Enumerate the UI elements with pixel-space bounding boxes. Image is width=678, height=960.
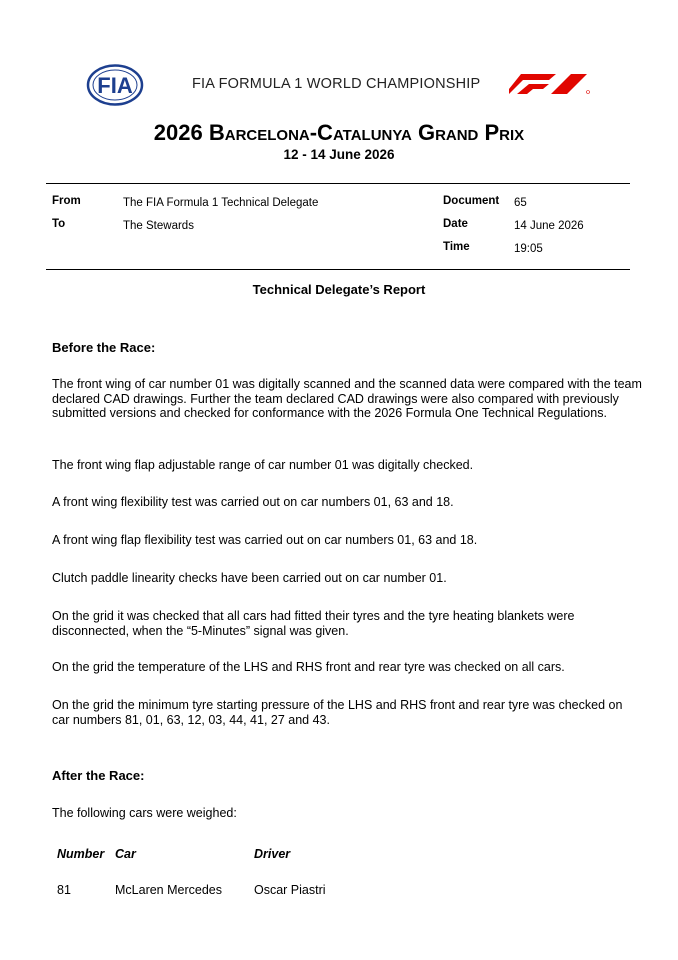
before-race-paragraph: On the grid the minimum tyre starting pressure of the LHS and RHS front and rear tyre was checked on car numbers 81, 01, 63, 12, 03, 44, 41, 27 and 43.	[52, 698, 623, 727]
before-race-paragraph: A front wing flap flexibility test was carried out on car numbers 01, 63 and 18.	[52, 533, 478, 547]
table-cell-driver: Oscar Piastri	[254, 883, 326, 897]
date-label: Date	[443, 218, 468, 230]
document-value: 65	[514, 197, 527, 209]
f1-logo-icon	[509, 72, 591, 96]
event-dates: 12 - 14 June 2026	[283, 147, 395, 162]
from-label: From	[52, 195, 81, 207]
before-race-paragraph: A front wing flexibility test was carried out on car numbers 01, 63 and 18.	[52, 495, 454, 509]
table-header-driver: Driver	[254, 847, 291, 861]
date-value: 14 June 2026	[514, 220, 584, 232]
time-value: 19:05	[514, 243, 543, 255]
championship-title: FIA FORMULA 1 WORLD CHAMPIONSHIP	[192, 76, 481, 92]
divider-bottom	[46, 269, 630, 270]
svg-text:FIA: FIA	[97, 73, 133, 98]
to-label: To	[52, 218, 66, 230]
before-race-paragraph: The front wing of car number 01 was digitally scanned and the scanned data were compared with the team declared CAD drawings. Further the team declared CAD drawings were also compared with previously submitted versions and checked for conformance with the 2026 Formula One Technical Regulations.	[52, 377, 642, 420]
before-race-heading: Before the Race:	[52, 340, 156, 355]
report-title: Technical Delegate’s Report	[252, 282, 426, 297]
fia-logo-icon	[86, 64, 144, 106]
table-header-car: Car	[115, 847, 136, 861]
table-cell-car: McLaren Mercedes	[115, 883, 222, 897]
weighed-intro: The following cars were weighed:	[52, 806, 237, 820]
before-race-paragraph: The front wing flap adjustable range of car number 01 was digitally checked.	[52, 458, 474, 472]
table-cell-number: 81	[57, 883, 71, 897]
divider-top	[46, 183, 630, 184]
from-value: The FIA Formula 1 Technical Delegate	[123, 197, 319, 209]
after-race-heading: After the Race:	[52, 768, 145, 783]
table-header-number: Number	[57, 847, 105, 861]
time-label: Time	[443, 241, 470, 253]
document-label: Document	[443, 195, 500, 207]
before-race-paragraph: On the grid it was checked that all cars had fitted their tyres and the tyre heating blankets were disconnected, when the “5-Minutes” signal was given.	[52, 609, 575, 638]
before-race-paragraph: Clutch paddle linearity checks have been carried out on car number 01.	[52, 571, 447, 585]
event-title: 2026 Barcelona-Catalunya Grand Prix	[153, 120, 525, 145]
before-race-paragraph: On the grid the temperature of the LHS and RHS front and rear tyre was checked on all cars.	[52, 660, 565, 674]
to-value: The Stewards	[123, 220, 194, 232]
